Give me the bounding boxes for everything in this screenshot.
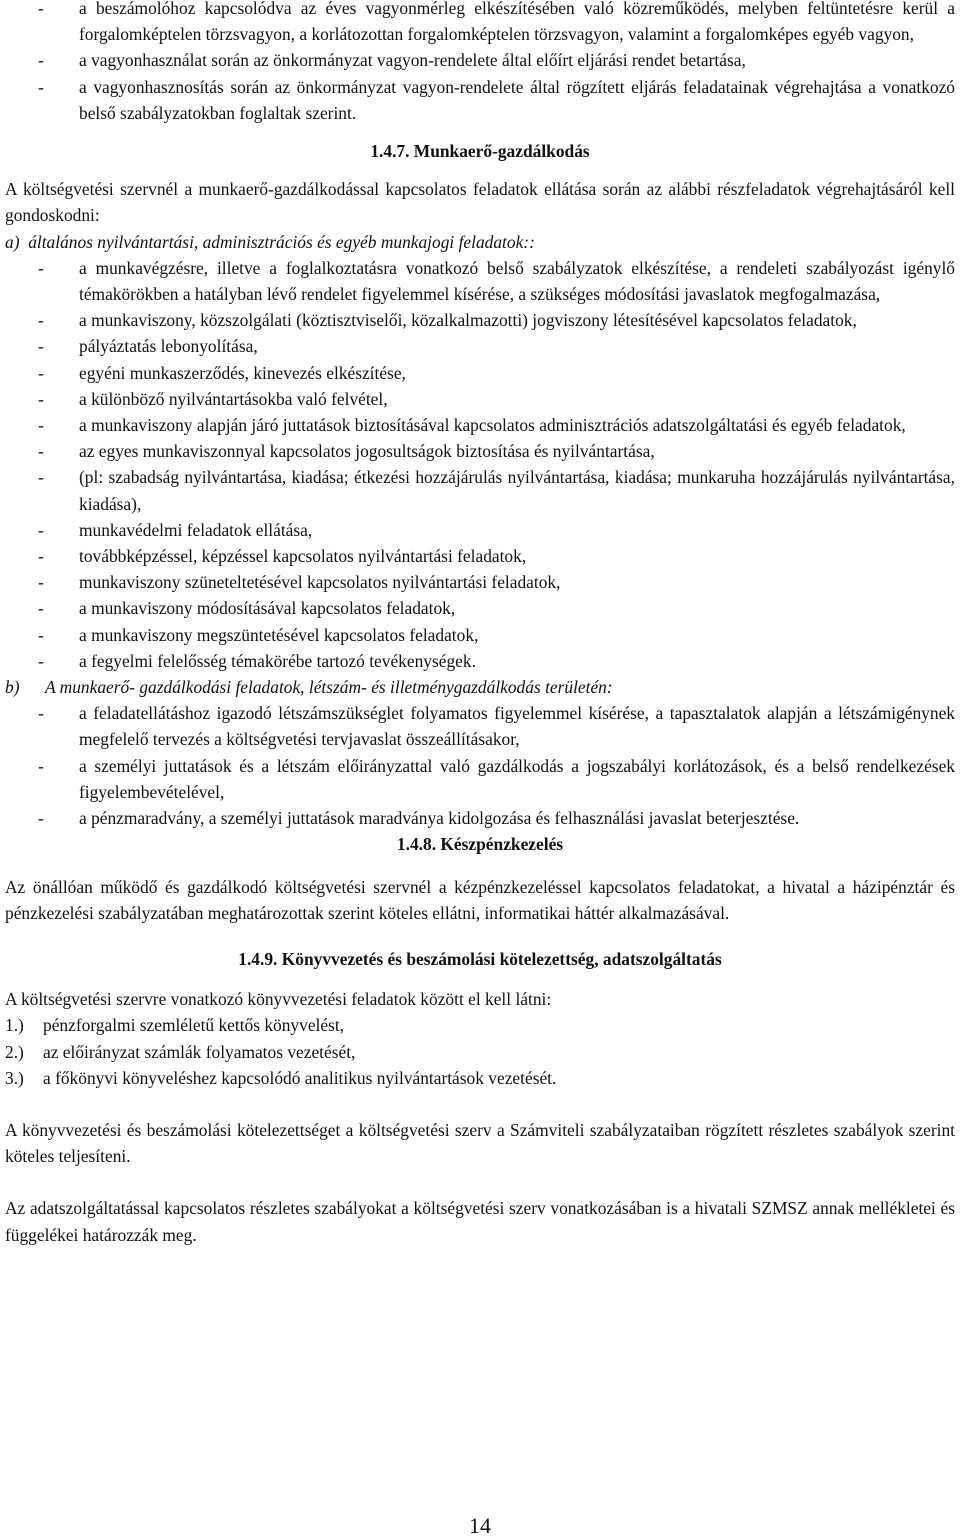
list-item-text: a különböző nyilvántartásokba való felvétel, <box>79 388 388 409</box>
section-147-intro: A költségvetési szervnél a munkaerő-gazdálkodással kapcsolatos feladatok ellátása során az alábbi részfeladatok végrehajtásáról kell gondoskodni: <box>5 179 955 226</box>
dash-marker: - <box>38 310 44 331</box>
section-heading-149: 1.4.9. Könyvvezetés és beszámolási kötelezettség, adatszolgáltatás <box>238 948 722 969</box>
sub-a-title: általános nyilvántartási, adminisztrációs és egyéb munkajogi feladatok:: <box>28 231 535 252</box>
list-item-text: a munkaviszony módosításával kapcsolatos feladatok, <box>79 598 456 619</box>
item-text: pénzforgalmi szemléletű kettős könyvelést, <box>43 1015 345 1036</box>
list-item-text: továbbképzéssel, képzéssel kapcsolatos nyilvántartási feladatok, <box>79 546 527 567</box>
dash-marker: - <box>38 703 44 724</box>
list-item-text: a vagyonhasznosítás során az önkormányzat vagyon-rendelete által rögzített eljárás feladatainak végrehajtása a vonatkozó belső szabályzatokban foglaltak szerint. <box>79 76 955 123</box>
list-item <box>5 569 955 595</box>
list-item <box>5 412 955 438</box>
list-item <box>5 700 955 752</box>
dash-marker: - <box>38 546 44 567</box>
list-item <box>5 464 955 516</box>
section-149-intro: A költségvetési szervre vonatkozó könyvvezetési feladatok között el kell látni: <box>5 989 552 1010</box>
list-item-text: a munkaviszony, közszolgálati (köztisztviselői, közalkalmazotti) jogviszony létesítésével kapcsolatos feladatok, <box>79 310 857 331</box>
sub-b-label: b) <box>5 677 20 698</box>
list-item-text: munkavédelmi feladatok ellátása, <box>79 519 313 540</box>
dash-marker: - <box>38 257 44 278</box>
item-text: az előirányzat számlák folyamatos vezetését, <box>43 1041 356 1062</box>
list-item <box>5 543 955 569</box>
list-item-text: a munkaviszony alapján járó juttatások biztosításával kapcsolatos adminisztrációs adatszolgáltatási és egyéb feladatok, <box>79 415 906 436</box>
document-page <box>5 0 955 1248</box>
dash-marker: - <box>38 388 44 409</box>
section-149-para2: Az adatszolgáltatással kapcsolatos részletes szabályokat a költségvetési szerv vonatkozásában is a hivatali SZMSZ annak mellékletei és függelékei határozzák meg. <box>5 1198 955 1245</box>
page-number: 14 <box>469 1513 491 1538</box>
sub-a-label: a) <box>5 231 20 252</box>
dash-marker: - <box>38 598 44 619</box>
item-number: 2.) <box>5 1041 24 1062</box>
list-item-text: az egyes munkaviszonnyal kapcsolatos jogosultságok biztosítása és nyilvántartása, <box>79 441 655 462</box>
list-item <box>5 386 955 412</box>
dash-marker: - <box>38 467 44 488</box>
numbered-item <box>5 1039 955 1065</box>
list-item-text: (pl: szabadság nyilvántartása, kiadása; étkezési hozzájárulás nyilvántartása, kiadása; munkaruha hozzájárulás nyilvántartása, kiadása), <box>79 467 955 514</box>
dash-marker: - <box>38 441 44 462</box>
section-heading-147: 1.4.7. Munkaerő-gazdálkodás <box>370 141 590 162</box>
list-item-text: a személyi juttatások és a létszám előirányzattal való gazdálkodás a jogszabályi korlátozások, és a belső rendelkezések figyelembevételével, <box>79 755 955 802</box>
list-item <box>5 360 955 386</box>
sub-b-title: A munkaerő- gazdálkodási feladatok, létszám- és illetménygazdálkodás területén: <box>45 677 613 698</box>
item-number: 1.) <box>5 1015 24 1036</box>
list-item <box>5 805 955 831</box>
list-item <box>5 438 955 464</box>
dash-marker: - <box>38 624 44 645</box>
list-item-text: a munkavégzésre, illetve a foglalkoztatásra vonatkozó belső szabályzatok elkészítése, a rendeleti szabályozást igénylő témakörökben a hatályban lévő rendelet figyelemmel kísérése, a szükséges módosítási javaslatok megfogalmazása, <box>79 257 955 305</box>
intro-list <box>5 0 955 126</box>
dash-marker: - <box>38 519 44 540</box>
dash-marker: - <box>38 76 44 97</box>
list-item-text: a pénzmaradvány, a személyi juttatások maradványa kidolgozása és felhasználási javaslat beterjesztése. <box>79 808 800 829</box>
list-item <box>5 648 955 674</box>
list-item <box>5 307 955 333</box>
list-item-text: a munkaviszony megszüntetésével kapcsolatos feladatok, <box>79 624 479 645</box>
list-item <box>5 517 955 543</box>
dash-marker: - <box>38 755 44 776</box>
dash-marker: - <box>38 808 44 829</box>
list-item-text: a fegyelmi felelősség témakörébe tartozó tevékenységek. <box>79 650 476 671</box>
list-item-text: a feladatellátáshoz igazodó létszámszükséglet folyamatos figyelemmel kísérése, a tapasztalatok alapján a létszámigénynek megfelelő tervezés a költségvetési tervjavaslat összeállításakor, <box>79 703 955 750</box>
dash-marker: - <box>38 50 44 71</box>
section-heading-148: 1.4.8. Készpénzkezelés <box>396 834 564 855</box>
item-number: 3.) <box>5 1067 24 1088</box>
section-148-body: Az önállóan működő és gazdálkodó költségvetési szervnél a kézpénzkezeléssel kapcsolatos feladatokat, a hivatal a házipénztár és pénzkezelési szabályzatában meghatározottak szerint köteles ellátni, informatikai háttér alkalmazásával. <box>5 876 955 923</box>
list-item <box>5 47 955 73</box>
numbered-item <box>5 1065 955 1091</box>
list-item-text: a vagyonhasználat során az önkormányzat vagyon-rendelete által előírt eljárási rendet betartása, <box>79 50 746 71</box>
paragraph-gap <box>5 1169 955 1195</box>
dash-marker: - <box>38 362 44 383</box>
sub-b-list <box>5 700 955 831</box>
dash-marker: - <box>38 336 44 357</box>
list-item <box>5 255 955 307</box>
numbered-item <box>5 1012 955 1038</box>
sub-a-list <box>5 255 955 674</box>
list-item <box>5 595 955 621</box>
list-item <box>5 622 955 648</box>
sub-b-heading <box>5 674 955 700</box>
numbered-list <box>5 1012 955 1091</box>
list-item-text: pályáztatás lebonyolítása, <box>79 336 258 357</box>
sub-a-heading <box>5 229 955 255</box>
dash-marker: - <box>38 0 44 18</box>
list-item <box>5 74 955 126</box>
list-item <box>5 333 955 359</box>
paragraph-gap <box>5 1091 955 1117</box>
dash-marker: - <box>38 572 44 593</box>
list-item <box>5 753 955 805</box>
section-149-para1: A könyvvezetési és beszámolási kötelezettséget a költségvetési szerv a Számviteli szabályzataiban rögzített részletes szabályok szerint köteles teljesíteni. <box>5 1119 955 1167</box>
dash-marker: - <box>38 415 44 436</box>
item-text: a főkönyvi könyveléshez kapcsolódó analitikus nyilvántartások vezetését. <box>43 1067 557 1088</box>
list-item-text: munkaviszony szüneteltetésével kapcsolatos nyilvántartási feladatok, <box>79 572 561 593</box>
list-item-text: a beszámolóhoz kapcsolódva az éves vagyonmérleg elkészítésében való közreműködés, melyben feltüntetésre kerül a forgalomképtelen törzsvagyon, a korlátozottan forgalomképtelen törzsvagyon, valamint a forgalomképes egyéb vagyon, <box>79 0 955 45</box>
list-item-text: egyéni munkaszerződés, kinevezés elkészítése, <box>79 362 406 383</box>
list-item <box>5 0 955 47</box>
dash-marker: - <box>38 650 44 671</box>
